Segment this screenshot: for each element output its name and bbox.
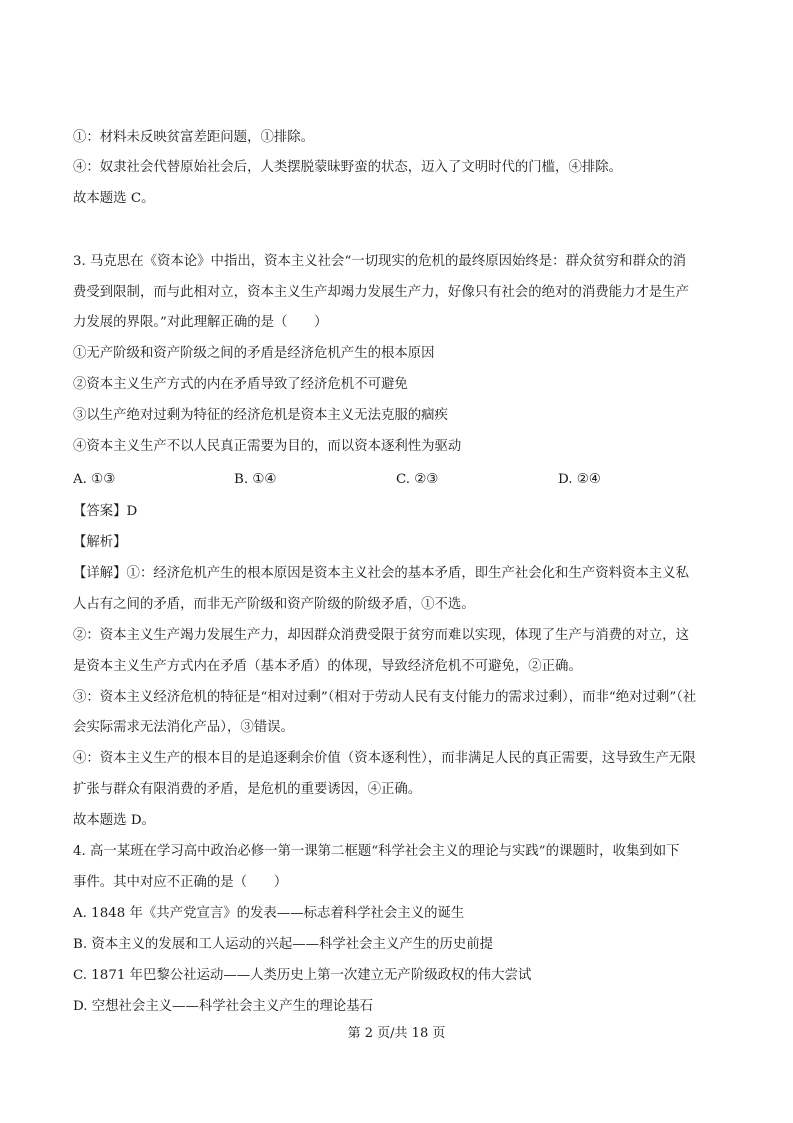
- q3-statement-4: ④资本主义生产不以人民真正需要为目的，而以资本逐利性为驱动: [73, 439, 462, 454]
- q3-analysis-header: 【解析】: [73, 535, 127, 550]
- q3-conclusion: 故本题选 D。: [73, 813, 155, 828]
- q4-option-c: C. 1871 年巴黎公社运动——人类历史上第一次建立无产阶级政权的伟大尝试: [73, 968, 532, 983]
- q3-detail-line-8: 扩张与群众有限消费的矛盾，是危机的重要诱因，④正确。: [73, 782, 422, 797]
- q3-detail-line-5: ③：资本主义经济危机的特征是“相对过剩”（相对于劳动人民有支付能力的需求过剩），而非“绝对过剩”（社: [73, 690, 697, 705]
- q3-detail-line-4: 是资本主义生产方式内在矛盾（基本矛盾）的体现，导致经济危机不可避免，②正确。: [73, 659, 582, 674]
- prev-analysis-line-1: ①：材料未反映贫富差距问题，①排除。: [73, 130, 315, 145]
- q3-option-d: D. ②④: [558, 472, 601, 487]
- q3-detail-line-3: ②：资本主义生产竭力发展生产力，却因群众消费受限于贫穷而难以实现，体现了生产与消费的对立，这: [73, 628, 689, 643]
- q3-answer: 【答案】D: [73, 504, 138, 519]
- q4-stem-line-2: 事件。其中对应不正确的是（ ）: [73, 875, 288, 890]
- prev-conclusion: 故本题选 C。: [73, 191, 155, 206]
- q3-detail-line-1: 【详解】①：经济危机产生的根本原因是资本主义社会的基本矛盾，即生产社会化和生产资料资本主义私: [73, 566, 689, 581]
- q3-statement-3: ③以生产绝对过剩为特征的经济危机是资本主义无法克服的痼疾: [73, 408, 448, 423]
- q3-detail-line-6: 会实际需求无法消化产品），③错误。: [73, 720, 294, 735]
- q3-stem-line-2: 费受到限制，而与此相对立，资本主义生产却竭力发展生产力，好像只有社会的绝对的消费能力才是生产: [73, 285, 689, 300]
- q3-statement-1: ①无产阶级和资产阶级之间的矛盾是经济危机产生的根本原因: [73, 346, 435, 361]
- q4-stem-line-1: 4. 高一某班在学习高中政治必修一第一课第二框题“科学社会主义的理论与实践”的课题时，收集到如下: [73, 844, 680, 859]
- page-footer: 第 2 页/共 18 页: [347, 1026, 446, 1041]
- q3-statement-2: ②资本主义生产方式的内在矛盾导致了经济危机不可避免: [73, 377, 408, 392]
- q4-option-b: B. 资本主义的发展和工人运动的兴起——科学社会主义产生的历史前提: [73, 937, 494, 952]
- q3-stem-line-3: 力发展的界限。”对此理解正确的是（ ）: [73, 315, 328, 330]
- q3-stem-line-1: 3. 马克思在《资本论》中指出，资本主义社会“一切现实的危机的最终原因始终是：群众贫穷和群众的消: [73, 254, 687, 269]
- q3-option-b: B. ①④: [234, 472, 277, 487]
- q3-detail-line-7: ④：资本主义生产的根本目的是追逐剩余价值（资本逐利性），而非满足人民的真正需要，这导致生产无限: [73, 751, 696, 766]
- q3-option-a: A. ①③: [73, 472, 116, 487]
- q3-detail-line-2: 人占有之间的矛盾，而非无产阶级和资产阶级的阶级矛盾，①不选。: [73, 597, 475, 612]
- q3-options: [73, 470, 723, 490]
- q4-option-a: A. 1848 年《共产党宣言》的发表——标志着科学社会主义的诞生: [73, 906, 465, 921]
- prev-analysis-line-2: ④：奴隶社会代替原始社会后，人类摆脱蒙昧野蛮的状态，迈入了文明时代的门槛，④排除。: [73, 160, 623, 175]
- q3-option-c: C. ②③: [396, 472, 439, 487]
- q4-option-d: D. 空想社会主义——科学社会主义产生的理论基石: [73, 999, 373, 1014]
